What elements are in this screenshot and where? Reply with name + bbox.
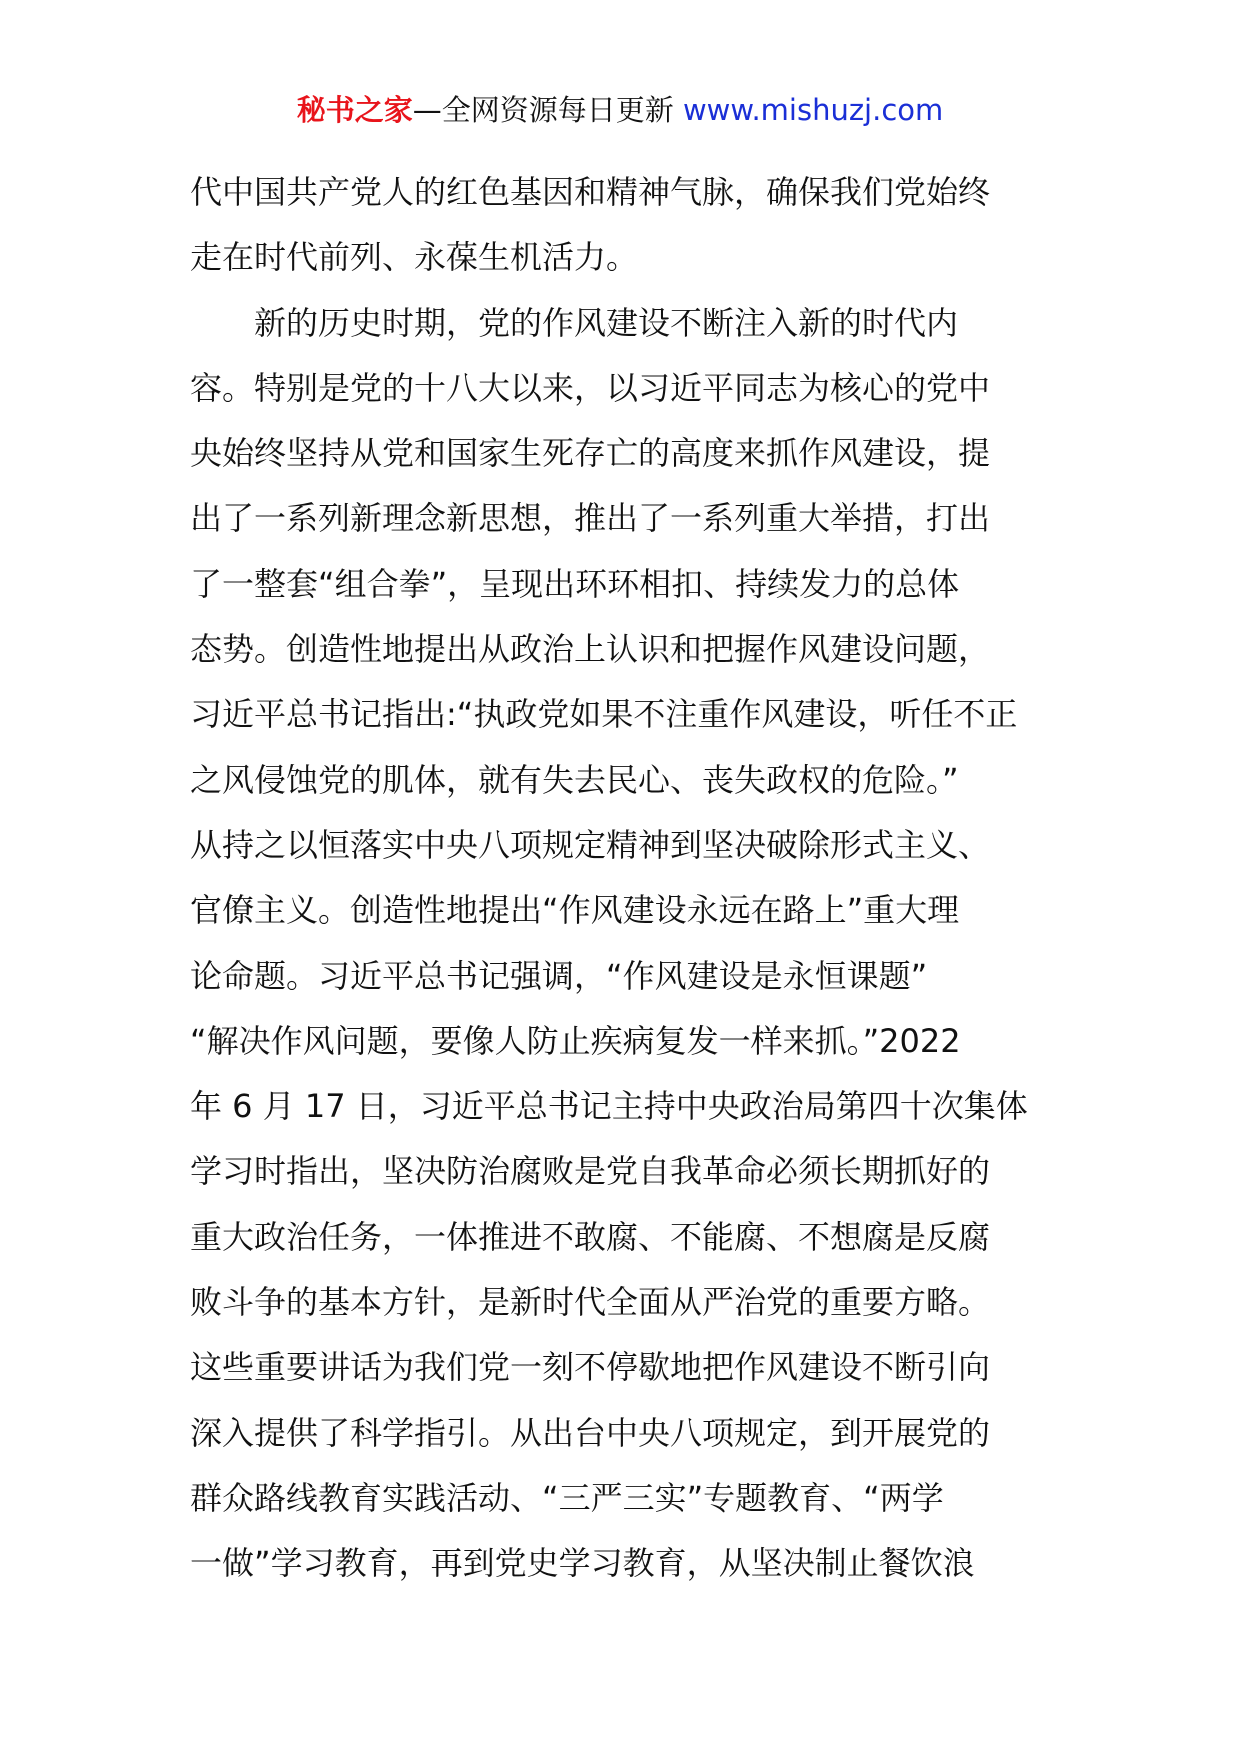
text-line: 之风侵蚀党的肌体，就有失去民心、丧失政权的危险。” bbox=[190, 760, 959, 799]
text-line: 论命题。习近平总书记强调，“作风建设是永恒课题” bbox=[190, 956, 928, 995]
text-line: 官僚主义。创造性地提出“作风建设永远在路上”重大理 bbox=[190, 891, 960, 930]
text-line: 态势。创造性地提出从政治上认识和把握作风建设问题， bbox=[190, 630, 991, 669]
site-header bbox=[0, 90, 1240, 130]
text-line: 从持之以恒落实中央八项规定精神到坚决破除形式主义、 bbox=[190, 825, 991, 864]
text-line: 新的历史时期，党的作风建设不断注入新的时代内 bbox=[190, 303, 959, 342]
text-line: 习近平总书记指出:“执政党如果不注重作风建设，听任不正 bbox=[190, 695, 1018, 734]
text-line: 重大政治任务，一体推进不敢腐、不能腐、不想腐是反腐 bbox=[190, 1217, 991, 1256]
text-line: 一做”学习教育，再到党史学习教育，从坚决制止餐饮浪 bbox=[190, 1544, 975, 1583]
text-line: 败斗争的基本方针，是新时代全面从严治党的重要方略。 bbox=[190, 1283, 991, 1322]
text-line: “解决作风问题，要像人防止疾病复发一样来抓。”2022 bbox=[190, 1021, 961, 1060]
text-line: 走在时代前列、永葆生机活力。 bbox=[190, 238, 639, 277]
text-line: 了一整套“组合拳”，呈现出环环相扣、持续发力的总体 bbox=[190, 564, 960, 603]
text-line: 代中国共产党人的红色基因和精神气脉，确保我们党始终 bbox=[190, 173, 991, 211]
document-body bbox=[190, 160, 1060, 1597]
brand-name: 秘书之家 bbox=[296, 93, 413, 127]
text-line: 这些重要讲话为我们党一刻不停歇地把作风建设不断引向 bbox=[190, 1348, 991, 1387]
site-url-link[interactable]: www.mishuzj.com bbox=[682, 93, 944, 127]
text-line: 深入提供了科学指引。从出台中央八项规定，到开展党的 bbox=[190, 1413, 991, 1452]
text-line: 学习时指出，坚决防治腐败是党自我革命必须长期抓好的 bbox=[190, 1152, 991, 1191]
text-line: 央始终坚持从党和国家生死存亡的高度来抓作风建设，提 bbox=[190, 434, 991, 473]
text-line: 群众路线教育实践活动、“三严三实”专题教育、“两学 bbox=[190, 1478, 944, 1517]
text-line: 容。特别是党的十八大以来，以习近平同志为核心的党中 bbox=[190, 368, 991, 407]
text-line: 出了一系列新理念新思想，推出了一系列重大举措，打出 bbox=[190, 499, 991, 538]
text-line: 年 6 月 17 日，习近平总书记主持中央政治局第四十次集体 bbox=[190, 1087, 1028, 1126]
header-tagline: —全网资源每日更新 bbox=[412, 93, 683, 127]
